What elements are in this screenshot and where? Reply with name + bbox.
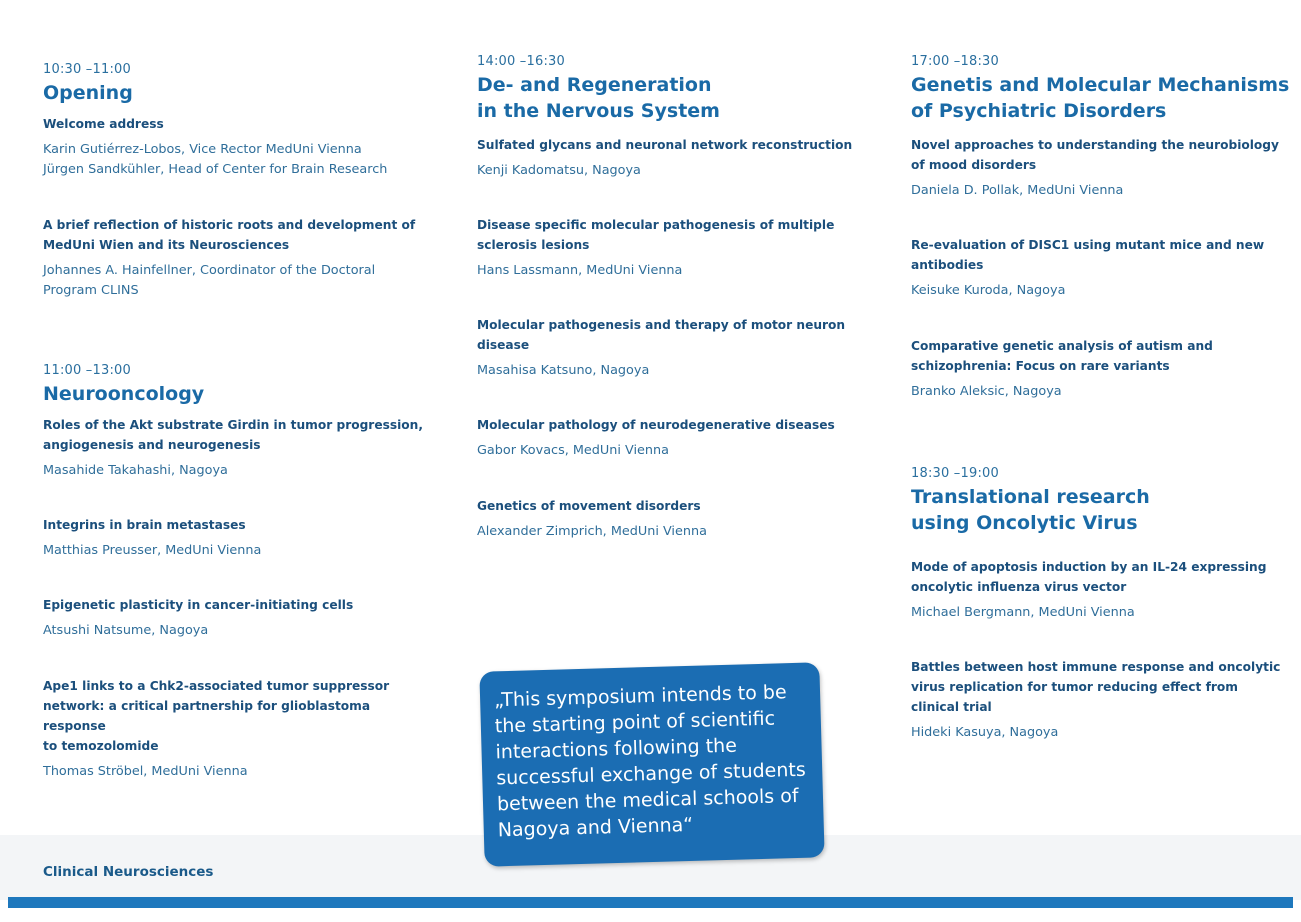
- session-title-line: using Oncolytic Virus: [911, 512, 1138, 534]
- talk-integrins: [43, 515, 423, 561]
- session-regeneration: [477, 54, 857, 124]
- talk-disc1: [911, 235, 1291, 301]
- session-opening: [43, 62, 423, 106]
- talk-title: [477, 215, 857, 255]
- talk-title: [911, 235, 1291, 275]
- talk-title-line: angiogenesis and neurogenesis: [43, 438, 261, 452]
- session-title: [911, 72, 1291, 124]
- session-time: 10:30 –11:00: [43, 62, 131, 77]
- talk-immune-response: [911, 657, 1291, 743]
- session-title-line: Genetis and Molecular Mechanisms: [911, 74, 1290, 96]
- talk-girdin: [43, 415, 423, 481]
- quote-line: the starting point of scientific: [494, 707, 776, 738]
- talk-title: Epigenetic plasticity in cancer-initiating cells: [43, 598, 354, 612]
- talk-apoptosis: [911, 557, 1291, 623]
- talk-speaker: Daniela D. Pollak, MedUni Vienna: [911, 183, 1124, 198]
- talk-sclerosis: [477, 215, 857, 281]
- quote-line: interactions following the: [495, 734, 738, 764]
- quote-line: between the medical schools of: [496, 784, 799, 816]
- talk-speaker: Matthias Preusser, MedUni Vienna: [43, 543, 262, 558]
- talk-speaker: Hideki Kasuya, Nagoya: [911, 725, 1059, 740]
- talk-title-line: antibodies: [911, 258, 984, 272]
- talk-title: [911, 336, 1291, 376]
- talk-speaker: Hans Lassmann, MedUni Vienna: [477, 263, 683, 278]
- talk-title-line: virus replication for tumor reducing effect from: [911, 680, 1238, 694]
- talk-title: Molecular pathology of neurodegenerative diseases: [477, 418, 835, 432]
- talk-speaker: Michael Bergmann, MedUni Vienna: [911, 605, 1135, 620]
- talk-title-line: Novel approaches to understanding the neurobiology: [911, 138, 1279, 152]
- talk-movement-disorders: [477, 496, 857, 542]
- footer-label: Clinical Neurosciences: [43, 864, 214, 880]
- talk-title-line: Mode of apoptosis induction by an IL-24 expressing: [911, 560, 1267, 574]
- talk-speaker: Keisuke Kuroda, Nagoya: [911, 283, 1066, 298]
- session-title-line: Translational research: [911, 486, 1150, 508]
- talk-title: [911, 557, 1291, 597]
- quote-text: [494, 678, 818, 843]
- talk-title-line: clinical trial: [911, 700, 992, 714]
- talk-title-line: sclerosis lesions: [477, 238, 590, 252]
- talk-title: [911, 135, 1291, 175]
- talk-title-line: Battles between host immune response and oncolytic: [911, 660, 1281, 674]
- session-time: 17:00 –18:30: [911, 54, 999, 69]
- session-neurooncology: [43, 363, 423, 407]
- talk-title-line: of mood disorders: [911, 158, 1037, 172]
- talk-title-line: oncolytic influenza virus vector: [911, 580, 1127, 594]
- talk-speaker: [43, 261, 423, 301]
- quote-line: Nagoya and Vienna“: [497, 813, 694, 842]
- talk-title-line: Ape1 links to a Chk2-associated tumor suppressor: [43, 679, 390, 693]
- talk-title: [43, 676, 423, 756]
- talk-speaker: Atsushi Natsume, Nagoya: [43, 623, 209, 638]
- session-title-line: in the Nervous System: [477, 100, 720, 122]
- talk-speaker: Gabor Kovacs, MedUni Vienna: [477, 443, 669, 458]
- talk-title: Welcome address: [43, 117, 164, 131]
- session-title: [477, 72, 857, 124]
- talk-title: [43, 215, 423, 255]
- session-time: 11:00 –13:00: [43, 363, 131, 378]
- session-oncolytic: [911, 466, 1291, 536]
- session-title: Neurooncology: [43, 383, 205, 405]
- talk-speaker: Thomas Ströbel, MedUni Vienna: [43, 764, 248, 779]
- session-title-line: De- and Regeneration: [477, 74, 712, 96]
- talk-title-line: Roles of the Akt substrate Girdin in tumor progression,: [43, 418, 423, 432]
- talk-title: [477, 315, 857, 355]
- talk-title: [911, 657, 1291, 717]
- footer-bar: [8, 897, 1293, 908]
- talk-title: Sulfated glycans and neuronal network reconstruction: [477, 138, 853, 152]
- talk-title-line: Re-evaluation of DISC1 using mutant mice and new: [911, 238, 1265, 252]
- talk-title-line: Comparative genetic analysis of autism and: [911, 339, 1213, 353]
- talk-title-line: to temozolomide: [43, 739, 159, 753]
- speaker-line: Program CLINS: [43, 283, 139, 298]
- session-title: Opening: [43, 82, 133, 104]
- talk-title-line: Disease specific molecular pathogenesis of multiple: [477, 218, 835, 232]
- talk-title-line: schizophrenia: Focus on rare variants: [911, 359, 1170, 373]
- talk-title-line: disease: [477, 338, 530, 352]
- talk-speaker: Masahide Takahashi, Nagoya: [43, 463, 228, 478]
- talk-speaker: Branko Aleksic, Nagoya: [911, 384, 1062, 399]
- talk-motor-neuron: [477, 315, 857, 381]
- quote-box: [479, 662, 824, 866]
- session-time: 14:00 –16:30: [477, 54, 565, 69]
- talk-speaker: Masahisa Katsuno, Nagoya: [477, 363, 650, 378]
- session-psychiatric: [911, 54, 1291, 124]
- talk-welcome: [43, 114, 423, 180]
- talk-historic-roots: [43, 215, 423, 301]
- session-title-line: of Psychiatric Disorders: [911, 100, 1167, 122]
- speaker-line: Karin Gutiérrez-Lobos, Vice Rector MedUni Vienna: [43, 142, 362, 157]
- talk-title-line: A brief reflection of historic roots and development of: [43, 218, 416, 232]
- talk-speaker: Kenji Kadomatsu, Nagoya: [477, 163, 641, 178]
- talk-sulfated-glycans: [477, 135, 857, 181]
- quote-line: „This symposium intends to be: [493, 681, 787, 712]
- talk-title-line: MedUni Wien and its Neurosciences: [43, 238, 290, 252]
- talk-mood-disorders: [911, 135, 1291, 201]
- speaker-line: Jürgen Sandkühler, Head of Center for Brain Research: [43, 162, 388, 177]
- talk-speaker: Alexander Zimprich, MedUni Vienna: [477, 524, 707, 539]
- talk-autism: [911, 336, 1291, 402]
- talk-title: Genetics of movement disorders: [477, 499, 701, 513]
- quote-line: successful exchange of students: [496, 758, 806, 790]
- session-time: 18:30 –19:00: [911, 466, 999, 481]
- talk-speaker: [43, 140, 423, 180]
- talk-epigenetic: [43, 595, 423, 641]
- talk-ape1: [43, 676, 423, 782]
- talk-neurodegenerative: [477, 415, 857, 461]
- talk-title-line: network: a critical partnership for glioblastoma response: [43, 699, 371, 733]
- talk-title-line: Molecular pathogenesis and therapy of motor neuron: [477, 318, 846, 332]
- talk-title: [43, 415, 423, 455]
- session-title: [911, 484, 1291, 536]
- talk-title: Integrins in brain metastases: [43, 518, 246, 532]
- speaker-line: Johannes A. Hainfellner, Coordinator of the Doctoral: [43, 263, 376, 278]
